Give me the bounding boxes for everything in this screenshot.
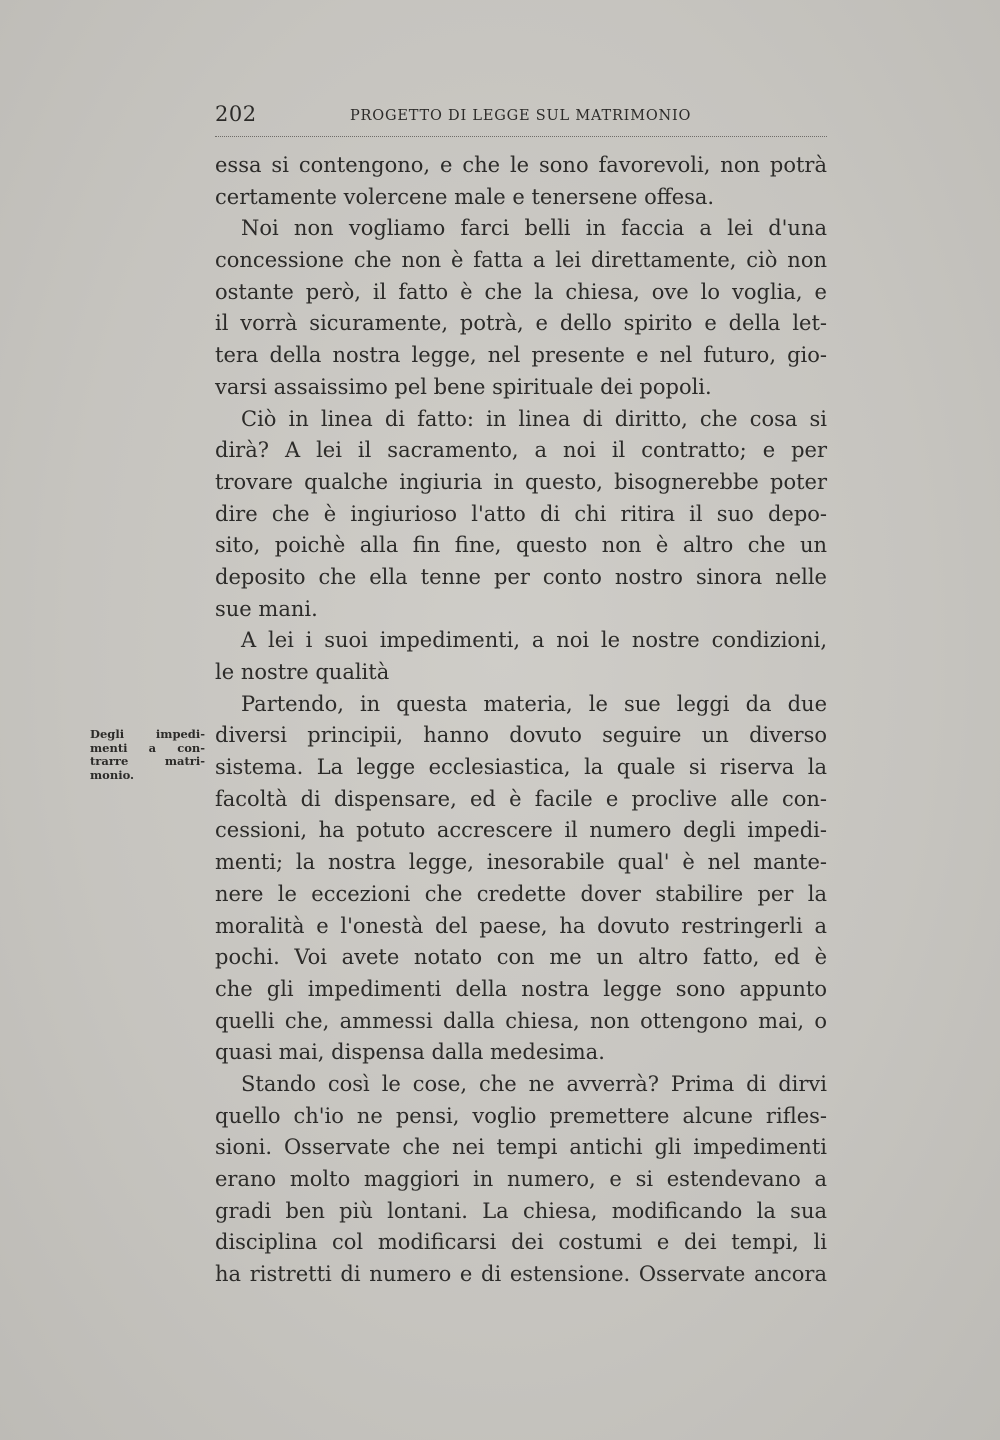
- text-line: che gli impedimenti della nostra legge sono appunto: [215, 976, 827, 1001]
- text-line: concessione che non è fatta a lei direttamente, ciò non: [215, 248, 827, 273]
- text-line: certamente volercene male e tenersene offesa.: [215, 184, 715, 209]
- text-line: disciplina col modificarsi dei costumi e dei tempi, li: [215, 1230, 827, 1255]
- text-line: quello ch'io ne pensi, voglio premettere alcune rifles-: [215, 1103, 827, 1128]
- paragraph-first-line: A lei i suoi impedimenti, a noi le nostre condizioni,: [241, 628, 827, 653]
- body-text: [215, 150, 827, 1291]
- paragraph-first-line: Ciò in linea di fatto: in linea di diritto, che cosa si: [241, 406, 827, 431]
- text-line: nere le eccezioni che credette dover stabilire per la: [215, 881, 827, 906]
- text-line: il vorrà sicuramente, potrà, e dello spirito e della let-: [215, 311, 827, 336]
- text-line: quelli che, ammessi dalla chiesa, non ottengono mai, o: [215, 1008, 827, 1033]
- marginal-note-line: Degli impedi-: [90, 727, 205, 741]
- text-line: sue mani.: [215, 596, 318, 621]
- paragraph-first-line: Stando così le cose, che ne avverrà? Prima di dirvi: [241, 1071, 827, 1096]
- text-line: ostante però, il fatto è che la chiesa, ove lo voglia, e: [215, 279, 827, 304]
- text-line: gradi ben più lontani. La chiesa, modificando la sua: [215, 1198, 827, 1223]
- text-line: trovare qualche ingiuria in questo, bisognerebbe poter: [215, 469, 827, 494]
- text-line: sioni. Osservate che nei tempi antichi gli impedimenti: [215, 1135, 827, 1160]
- text-line: pochi. Voi avete notato con me un altro fatto, ed è: [215, 945, 827, 970]
- text-line: sito, poichè alla fin fine, questo non è altro che un: [215, 533, 827, 558]
- marginal-note: [90, 728, 205, 782]
- text-line: deposito che ella tenne per conto nostro sinora nelle: [215, 564, 827, 589]
- page-number: 202: [215, 102, 257, 126]
- text-line: dirà? A lei il sacramento, a noi il contratto; e per: [215, 438, 827, 463]
- text-line: dire che è ingiurioso l'atto di chi ritira il suo depo-: [215, 501, 827, 526]
- text-line: moralità e l'onestà del paese, ha dovuto restringerli a: [215, 913, 827, 938]
- text-line: menti; la nostra legge, inesorabile qual' è nel mante-: [215, 850, 827, 875]
- paragraph-first-line: Partendo, in questa materia, le sue leggi da due: [241, 691, 827, 716]
- text-line: cessioni, ha potuto accrescere il numero degli impedi-: [215, 818, 827, 843]
- text-line: sistema. La legge ecclesiastica, la quale si riserva la: [215, 755, 827, 780]
- marginal-note-line: monio.: [90, 767, 135, 782]
- running-header: [215, 96, 827, 137]
- text-line: quasi mai, dispensa dalla medesima.: [215, 1040, 605, 1065]
- text-line: erano molto maggiori in numero, e si estendevano a: [215, 1167, 827, 1191]
- text-line: essa si contengono, e che le sono favorevoli, non potrà: [215, 153, 827, 177]
- text-line: ha ristretti di numero e di estensione. Osservate ancora: [215, 1262, 827, 1287]
- text-line: le nostre qualità: [215, 660, 390, 684]
- paragraph-first-line: Noi non vogliamo farci belli in faccia a lei d'una: [241, 216, 827, 241]
- text-line: diversi principii, hanno dovuto seguire un diverso: [215, 723, 827, 748]
- marginal-note-line: menti a con-: [90, 740, 205, 755]
- text-line: varsi assaissimo pel bene spirituale dei popoli.: [215, 374, 712, 399]
- text-line: tera della nostra legge, nel presente e nel futuro, gio-: [215, 343, 827, 368]
- running-title: PROGETTO DI LEGGE SUL MATRIMONIO: [350, 108, 692, 124]
- marginal-note-line: trarre matri-: [90, 754, 205, 768]
- text-line: facoltà di dispensare, ed è facile e proclive alle con-: [215, 786, 827, 811]
